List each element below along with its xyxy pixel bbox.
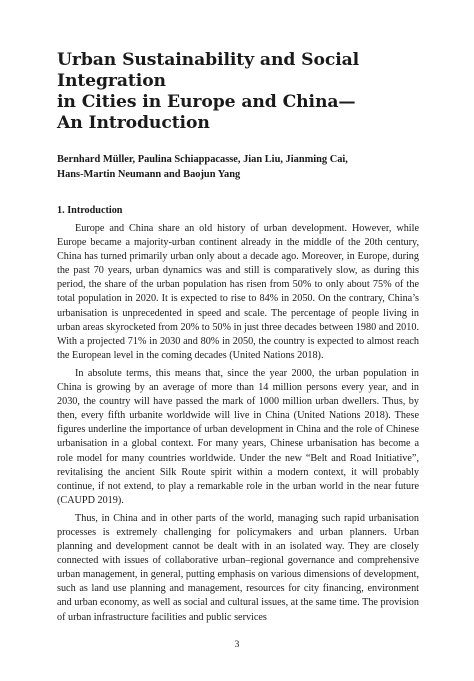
paragraph-2: In absolute terms, this means that, since the year 2000, the urban population in China is growing by an average of more than 14 million persons every year, and in 2030, the country will have passed the mark of 1000 million urban dwellers. Thus, by then, every fifth urbanite worldwide will live in China (United Nations 2018). These figures underline the importance of urban development in China and the role of Chinese urbanisation in a global context. For many years, Chinese urbanisation has become a role model for many countries worldwide. Under the new “Belt and Road Initiative”, revitalising the ancient Silk Route spirit within a modern context, it will probably continue, if not extend, to play a remarkable role in the urban world in the near future (CAUPD 2019). bbox=[57, 367, 419, 506]
author-list bbox=[57, 153, 419, 182]
title-line-2: in Cities in Europe and China— bbox=[57, 92, 356, 112]
section-heading: 1. Introduction bbox=[57, 205, 123, 216]
authors-line-1: Bernhard Müller, Paulina Schiappacasse, Jian Liu, Jianming Cai, bbox=[57, 154, 348, 165]
paper-page bbox=[57, 50, 419, 629]
paragraph-3: Thus, in China and in other parts of the world, managing such rapid urbanisation processes is extremely challenging for policymakers and urban planners. Urban planning and development cannot be dealt with in an isolated way. They are closely connected with issues of collaborative urban–regional governance and comprehensive urban management, in general, putting emphasis on various dimensions of development, such as land use planning and management, resources for city financing, environment and urban economy, as well as social and cultural issues, at the same time. The provision of urban infrastructure facilities and public services bbox=[57, 512, 419, 623]
title-line-1: Urban Sustainability and Social Integration bbox=[57, 50, 360, 91]
page-number: 3 bbox=[234, 640, 240, 650]
authors-line-2: Hans-Martin Neumann and Baojun Yang bbox=[57, 168, 241, 180]
paper-title bbox=[57, 50, 419, 134]
title-line-3: An Introduction bbox=[57, 113, 210, 133]
paragraph-1: Europe and China share an old history of urban development. However, while Europe became a majority-urban continent already in the middle of the 20th century, China has turned primarily urban only about a decade ago. Moreover, in Europe, during the past 70 years, urban dynamics was and still is comparatively slow, as during this period, the share of the urban population has risen from 50% to only about 75% of the total population in 2020. It is expected to rise to 84% in 2050. On the contrary, China’s urbanisation is unprecedented in speed and scale. The percentage of people living in urban areas skyrocketed from 20% to 50% in just three decades between 1980 and 2010. With a projected 71% in 2030 and 80% in 2050, the country is expected to almost reach the European level in the coming decades (United Nations 2018). bbox=[57, 223, 419, 361]
